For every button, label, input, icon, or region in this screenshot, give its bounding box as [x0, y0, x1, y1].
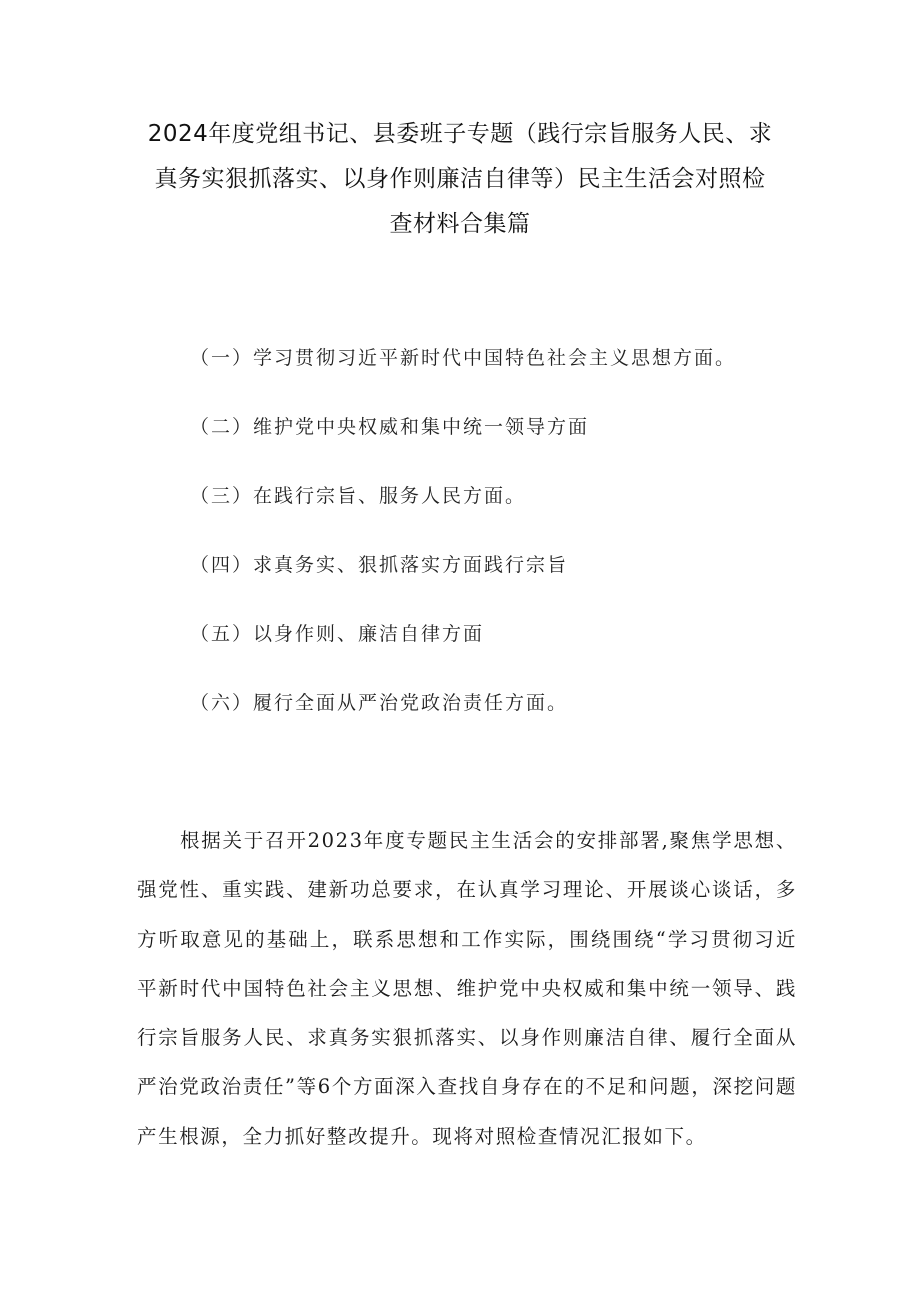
section-item-1: （一）学习贯彻习近平新时代中国特色社会主义思想方面。	[190, 347, 737, 369]
title-line-2: 真务实狠抓落实、以身作则廉洁自律等）民主生活会对照检	[154, 166, 766, 192]
section-item-4: （四）求真务实、狠抓落实方面践行宗旨	[190, 554, 569, 576]
section-list	[190, 340, 736, 754]
title-line-1: 2024年度党组书记、县委班子专题（践行宗旨服务人民、求	[147, 121, 773, 147]
title-line-3: 查材料合集篇	[389, 211, 531, 237]
section-item-3: （三）在践行宗旨、服务人民方面。	[190, 485, 527, 507]
document-title	[120, 112, 800, 247]
section-item-2: （二）维护党中央权威和集中统一领导方面	[190, 416, 590, 438]
section-item-6: （六）履行全面从严治党政治责任方面。	[190, 692, 569, 714]
body-paragraph: 根据关于召开2023年度专题民主生活会的安排部署,聚焦学思想、强党性、重实践、建新功总要求，在认真学习理论、开展谈心谈话，多方听取意见的基础上，联系思想和工作实际，围绕围绕“学习贯彻习近平新时代中国特色社会主义思想、维护党中央权威和集中统一领导、践行宗旨服务人民、求真务实狠抓落实、以身作则廉洁自律、履行全面从严治党政治责任”等6个方面深入查找自身存在的不足和问题，深挖问题产生根源，全力抓好整改提升。现将对照检查情况汇报如下。	[137, 829, 797, 1148]
section-item-5: （五）以身作则、廉洁自律方面	[190, 623, 485, 645]
